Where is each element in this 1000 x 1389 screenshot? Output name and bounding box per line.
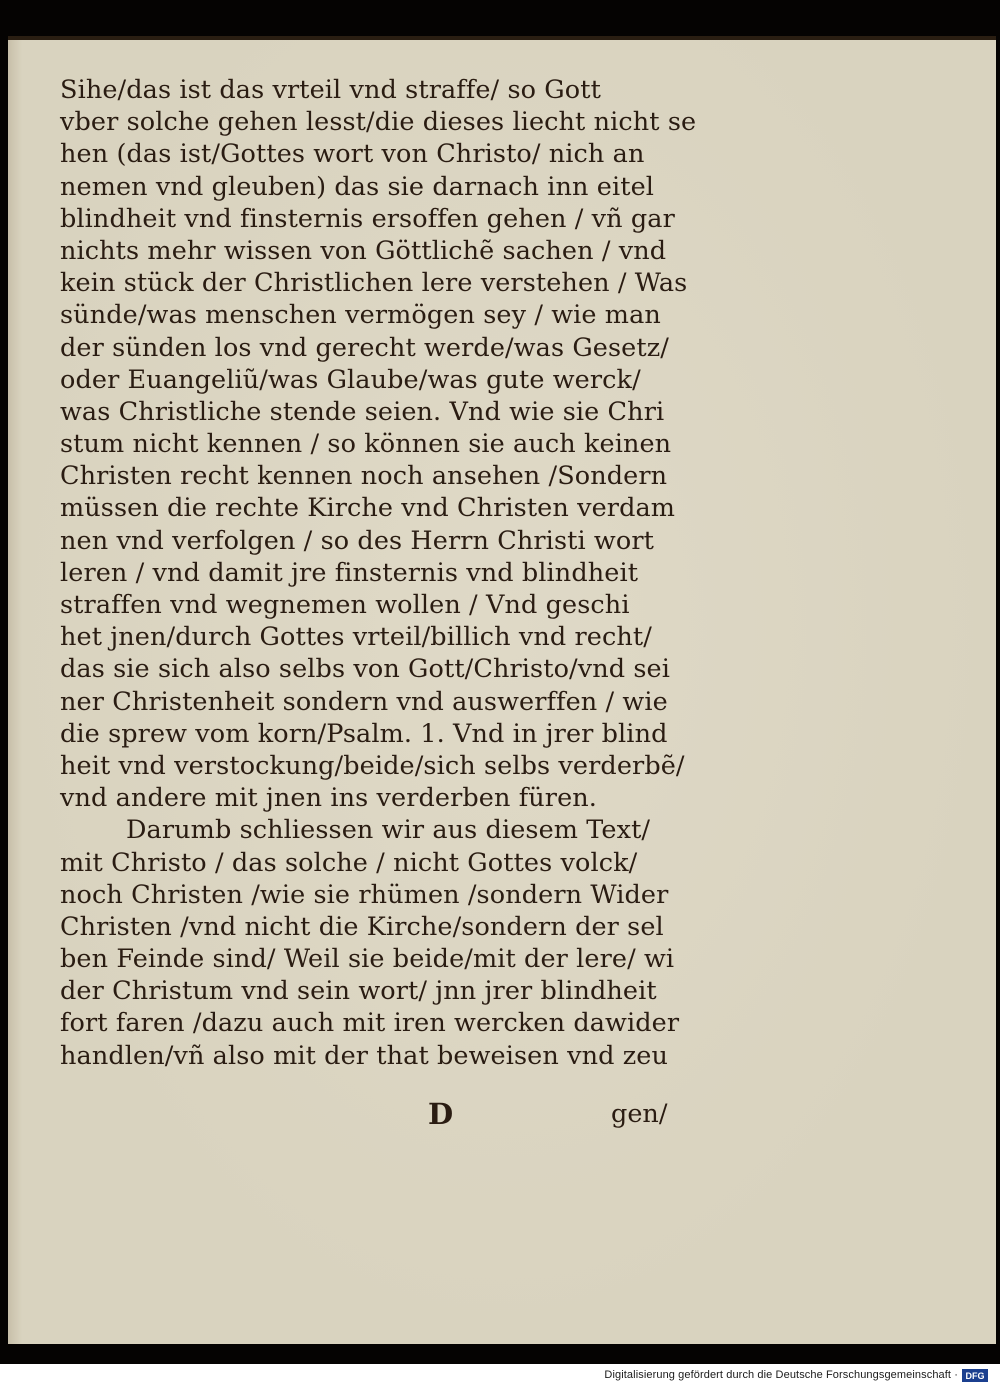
text-line: Christen /vnd nicht die Kirche/sondern der sel [60, 911, 664, 942]
text-line-paragraph-start: Darumb schliessen wir aus diesem Text/ [126, 815, 651, 846]
text-line: der sünden los vnd gerecht werde/was Gesetz/ [60, 332, 669, 363]
text-line: stum nicht kennen / so können sie auch keinen [60, 429, 672, 460]
text-line: nen vnd verfolgen / so des Herrn Christi wort [60, 525, 654, 556]
text-line: ben Feinde sind/ Weil sie beide/mit der lere/ wi [60, 944, 675, 975]
text-line: oder Euangeliũ/was Glaube/was gute werck/ [60, 364, 641, 395]
text-line: blindheit vnd finsternis ersoffen gehen / vñ gar [60, 203, 675, 234]
dfg-logo-text: DFG [965, 1370, 985, 1381]
text-line: ner Christenheit sondern vnd auswerffen / wie [60, 686, 668, 717]
text-line: fort faren /dazu auch mit iren wercken dawider [60, 1008, 680, 1039]
text-line: mit Christo / das solche / nicht Gottes volck/ [60, 847, 638, 878]
funding-notice: Digitalisierung gefördert durch die Deutsche Forschungsgemeinschaft · [604, 1369, 958, 1381]
text-line: hen (das ist/Gottes wort von Christo/ nich an [60, 139, 645, 170]
text-line: müssen die rechte Kirche vnd Christen verdam [60, 493, 676, 524]
text-line: der Christum vnd sein wort/ jnn jrer blindheit [60, 976, 657, 1007]
text-line: die sprew vom korn/Psalm. 1. Vnd in jrer blind [60, 718, 668, 749]
text-line: kein stück der Christlichen lere verstehen / Was [60, 268, 688, 299]
digitization-footer [604, 1367, 988, 1383]
text-line: Christen recht kennen noch ansehen /Sondern [60, 461, 668, 492]
text-line: handlen/vñ also mit der that beweisen vnd zeu [60, 1040, 668, 1071]
signature-mark: D [428, 1097, 454, 1131]
text-line: noch Christen /wie sie rhümen /sondern Wider [60, 879, 669, 910]
text-line: heit vnd verstockung/beide/sich selbs verderbẽ/ [60, 750, 685, 781]
text-line: sünde/was menschen vermögen sey / wie man [60, 300, 661, 331]
text-line: vber solche gehen lesst/die dieses liecht nicht se [60, 107, 697, 138]
page-text-block [60, 74, 750, 1072]
text-line: was Christliche stende seien. Vnd wie sie Chri [60, 396, 665, 427]
text-line: nichts mehr wissen von Göttlichẽ sachen / vnd [60, 235, 667, 266]
text-line: straffen vnd wegnemen wollen / Vnd geschi [60, 590, 630, 620]
text-line: het jnen/durch Gottes vrteil/billich vnd recht/ [60, 622, 652, 653]
text-line: nemen vnd gleuben) das sie darnach inn eitel [60, 171, 655, 202]
text-line: vnd andere mit jnen ins verderben füren. [60, 783, 597, 814]
catchword: gen/ [611, 1099, 668, 1129]
dfg-logo-icon [962, 1369, 988, 1382]
text-line: Sihe/das ist das vrteil vnd straffe/ so Gott [60, 75, 601, 105]
text-line: das sie sich also selbs von Gott/Christo/vnd sei [60, 654, 671, 685]
text-line: leren / vnd damit jre finsternis vnd blindheit [60, 557, 639, 588]
